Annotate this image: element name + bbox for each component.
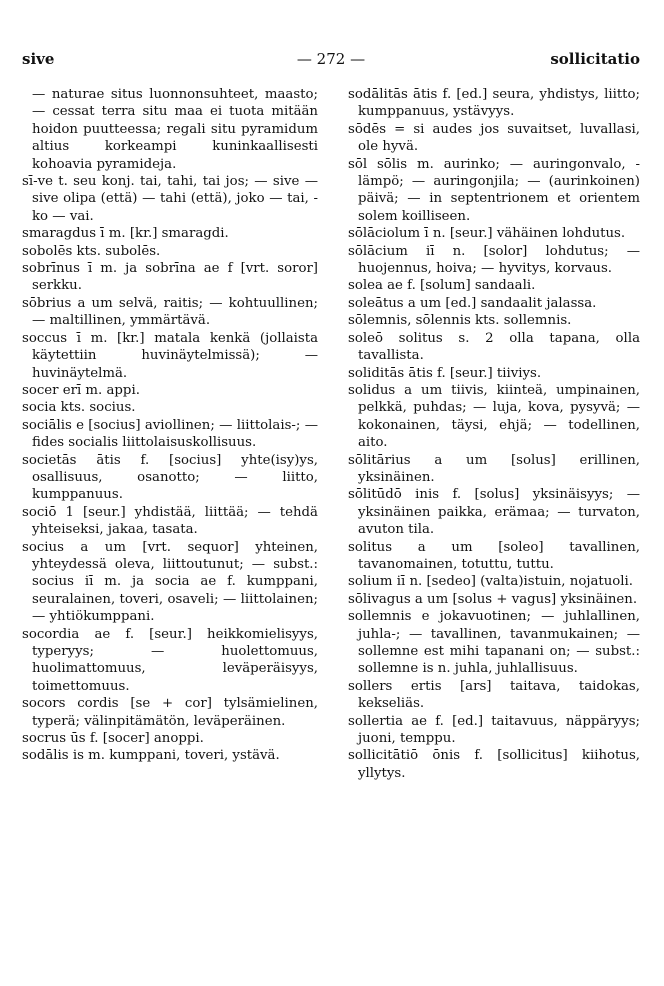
dictionary-entry: sollemnis e jokavuotinen; — juhlallinen, juhla-; — tavallinen, tavanmukainen; — sollemne est mihi tapanani on; — subst.: sollemne is n. juhla, juhlallisuus. bbox=[348, 609, 640, 677]
dictionary-entry: sōlitārius a um [solus] erillinen, yksinäinen. bbox=[348, 452, 640, 485]
dictionary-entry: sobolēs kts. subolēs. bbox=[22, 243, 161, 259]
right-column bbox=[348, 86, 640, 782]
dictionary-entry: smaragdus ī m. [kr.] smaragdi. bbox=[22, 226, 229, 242]
left-guide-word: sive bbox=[22, 50, 55, 68]
dictionary-entry: sōl sōlis m. aurinko; — auringonvalo, -lämpö; — auringonjila; — (aurinkoinen) päivä; — in septentrionem et orientem solem koilliseen. bbox=[348, 156, 640, 224]
dictionary-entry: soleātus a um [ed.] sandaalit jalassa. bbox=[348, 295, 597, 311]
dictionary-entry: sollers ertis [ars] taitava, taidokas, kekseliäs. bbox=[348, 678, 640, 712]
dictionary-entry: sōlācium iī n. [solor] lohdutus; — huojennus, hoiva; — hyvitys, korvaus. bbox=[348, 243, 640, 277]
dictionary-entry: soliditās ātis f. [seur.] tiiviys. bbox=[348, 365, 542, 381]
dictionary-entry: socors cordis [se + cor] tylsämielinen, typerä; välinpitämätön, leväperäinen. bbox=[22, 696, 318, 729]
dictionary-entry: sōlemnis, sōlennis kts. sollemnis. bbox=[348, 313, 572, 329]
dictionary-entry: soccus ī m. [kr.] matala kenkä (jollaista käytettiin huvinäytelmissä); — huvinäytelmä. bbox=[22, 330, 318, 381]
page-header bbox=[22, 44, 640, 74]
dictionary-entry: socius a um [vrt. sequor] yhteinen, yhteydessä oleva, liittoutunut; — subst.: socius iī m. ja socia ae f. kumppani, seuralainen, toveri, osaveli; — liittolainen; — yhtiökumppani. bbox=[22, 539, 318, 625]
dictionary-entry: sōlāciolum ī n. [seur.] vähäinen lohdutus. bbox=[348, 226, 626, 242]
dictionary-entry: societās ātis f. [socius] yhte(isy)ys, osallisuus, osanotto; — liitto, kumppanuus. bbox=[22, 452, 318, 503]
dictionary-entry: solea ae f. [solum] sandaali. bbox=[348, 278, 536, 294]
dictionary-entry: sōlivagus a um [solus + vagus] yksinäinen. bbox=[348, 591, 638, 607]
left-column bbox=[22, 86, 318, 765]
dictionary-entry: sollicitātiō ōnis f. [sollicitus] kiihotus, yllytys. bbox=[348, 748, 640, 781]
dictionary-entry: — naturae situs luonnonsuhteet, maasto; — cessat terra situ maa ei tuota mitään hoidon puutteessa; regali situ pyramidum altius korkeampi kuninkaallisesti kohoavia pyramideja. bbox=[32, 87, 318, 172]
page-number: — 272 — bbox=[296, 50, 366, 68]
dictionary-entry: sī-ve t. seu konj. tai, tahi, tai jos; — sive — sive olipa (että) — tahi (että), joko — tai, -ko — vai. bbox=[22, 174, 318, 224]
dictionary-entry: sollertia ae f. [ed.] taitavuus, näppäryys; juoni, temppu. bbox=[348, 713, 640, 747]
dictionary-entry: socordia ae f. [seur.] heikkomielisyys, typeryys; — huolettomuus, huolimattomuus, leväperäisyys, toimettomuus. bbox=[22, 626, 318, 694]
dictionary-entry: socia kts. socius. bbox=[22, 400, 136, 416]
dictionary-entry: sobrīnus ī m. ja sobrīna ae f [vrt. soror] serkku. bbox=[22, 261, 318, 294]
dictionary-entry: sodālitās ātis f. [ed.] seura, yhdistys, liitto; kumppanuus, ystävyys. bbox=[348, 87, 640, 120]
dictionary-entry: sodālis is m. kumppani, toveri, ystävä. bbox=[22, 748, 280, 764]
dictionary-entry: sōbrius a um selvä, raitis; — kohtuullinen; — maltillinen, ymmärtävä. bbox=[22, 295, 318, 329]
dictionary-entry: sōdēs = si audes jos suvaitset, luvallasi, ole hyvä. bbox=[348, 121, 640, 155]
dictionary-entry: socrus ūs f. [socer] anoppi. bbox=[22, 731, 204, 747]
dictionary-entry: solitus a um [soleo] tavallinen, tavanomainen, totuttu, tuttu. bbox=[348, 539, 640, 572]
dictionary-entry: sociālis e [socius] aviollinen; — liittolais-; — fides socialis liittolaisuskollisuus. bbox=[22, 417, 318, 451]
dictionary-entry: soleō solitus s. 2 olla tapana, olla tavallista. bbox=[348, 330, 640, 364]
dictionary-entry: sōlitūdō inis f. [solus] yksinäisyys; — yksinäinen paikka, erämaa; — turvaton, avuton tila. bbox=[348, 487, 640, 538]
right-guide-word: sollicitatio bbox=[550, 50, 640, 68]
dictionary-entry: sociō 1 [seur.] yhdistää, liittää; — tehdä yhteiseksi, jakaa, tasata. bbox=[22, 504, 318, 538]
dictionary-entry: socer erī m. appi. bbox=[22, 382, 140, 398]
dictionary-entry: solium iī n. [sedeo] (valta)istuin, nojatuoli. bbox=[348, 574, 634, 590]
dictionary-entry: solidus a um tiivis, kiinteä, umpinainen, pelkkä, puhdas; — luja, kova, pysyvä; — kokonainen, täysi, ehjä; — todellinen, aito. bbox=[348, 382, 640, 451]
